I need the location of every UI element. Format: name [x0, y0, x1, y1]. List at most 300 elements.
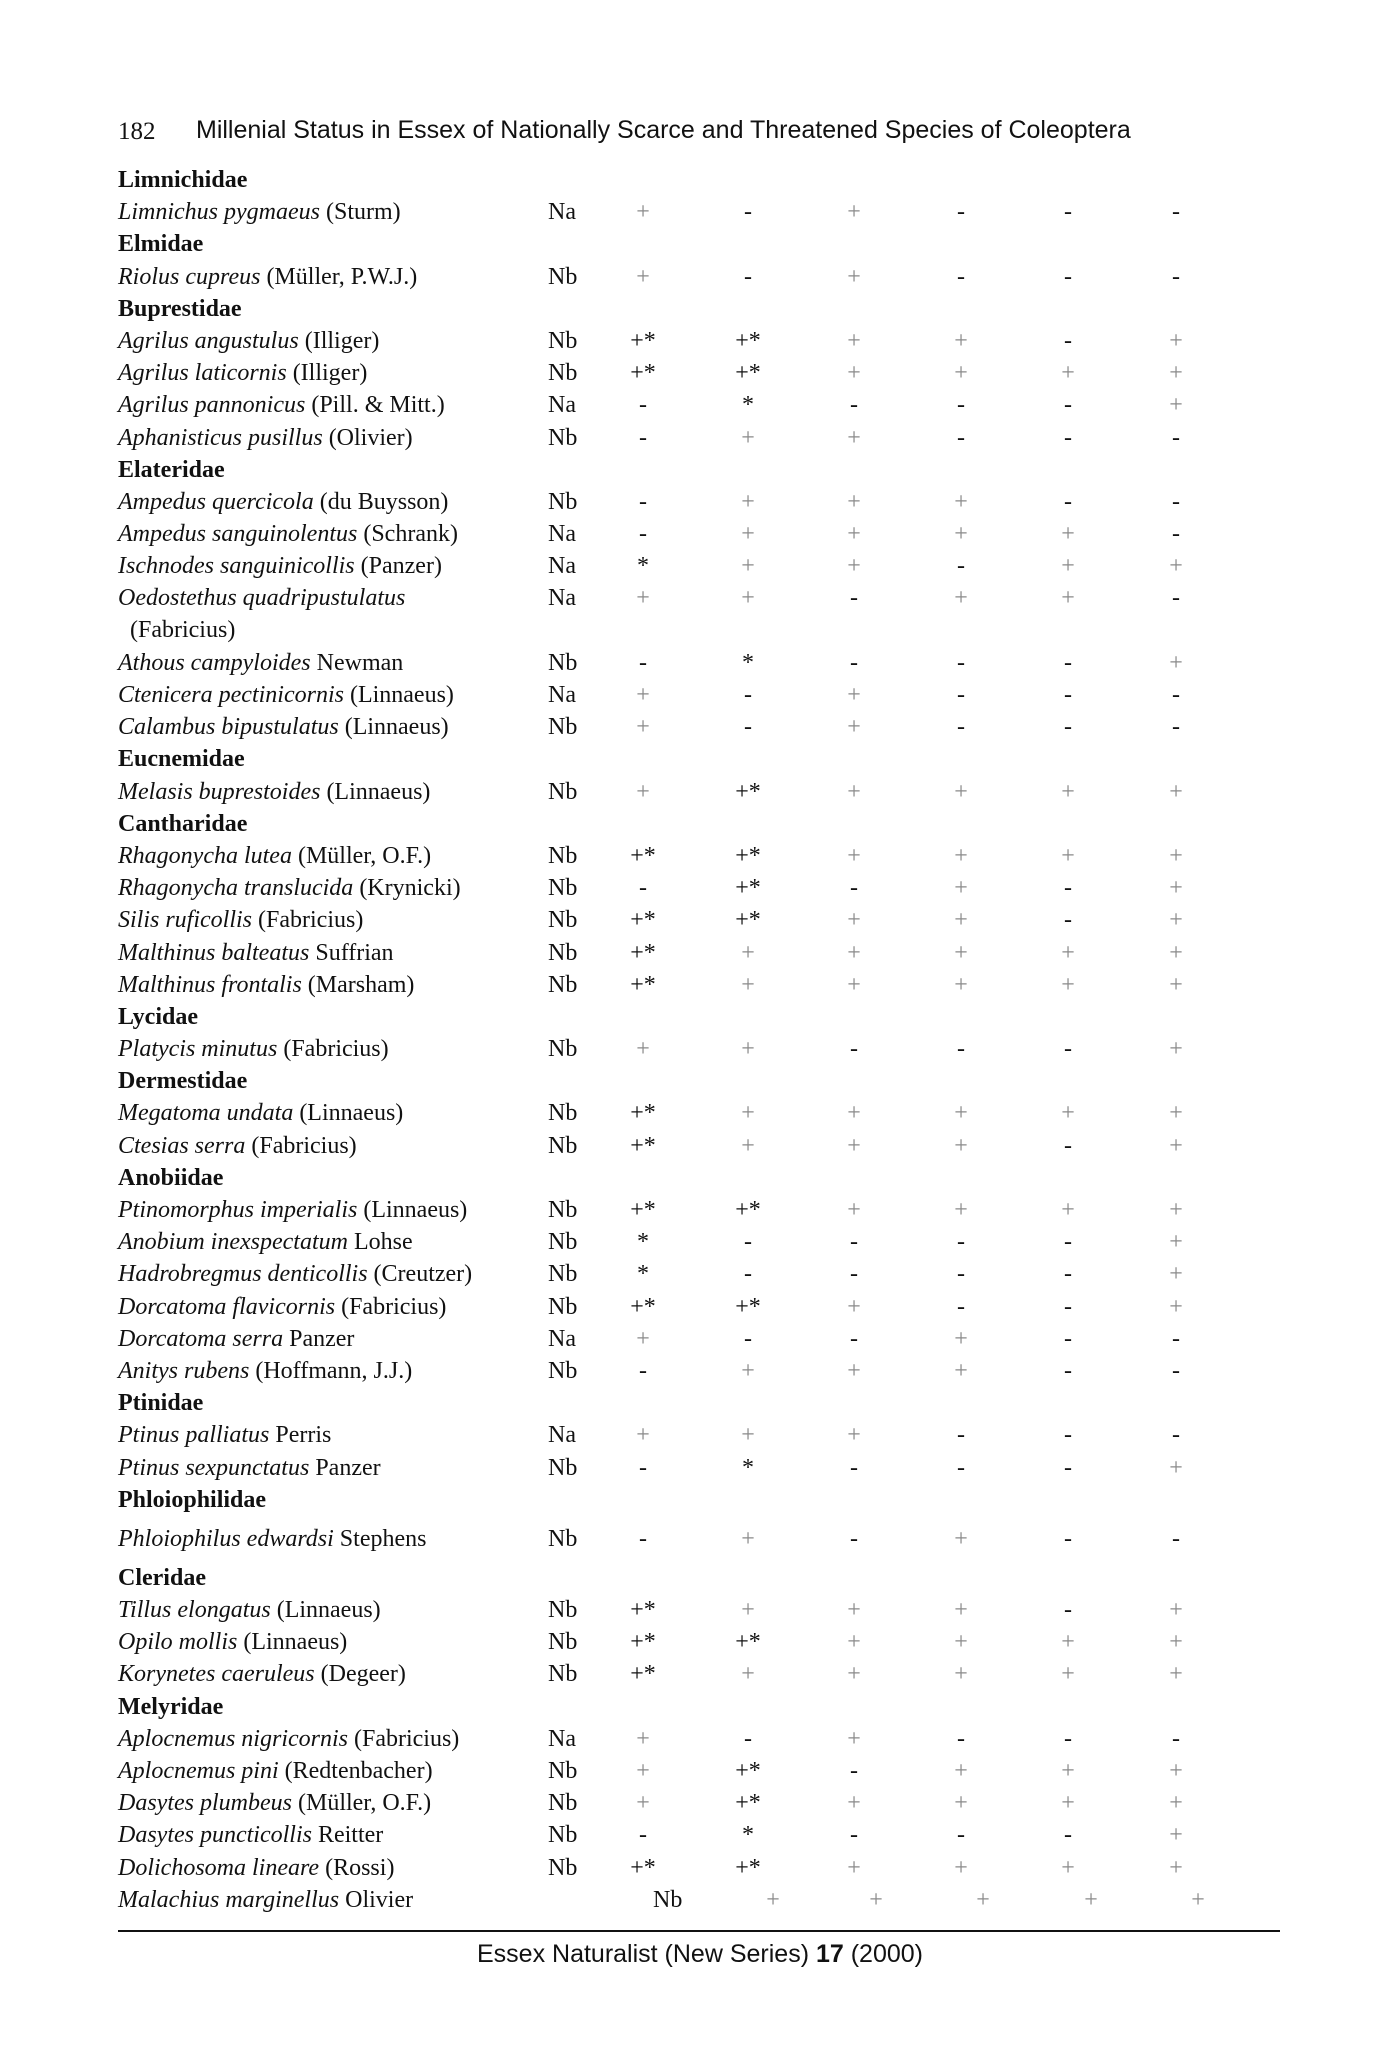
status-cell: Nb [548, 1229, 578, 1256]
record-cell: +* [630, 1293, 656, 1320]
species-name [118, 1852, 394, 1884]
record-cell: + [954, 842, 968, 869]
record-cell: + [954, 360, 968, 387]
binomial: Limnichus pygmaeus [118, 199, 320, 226]
species-author: (Krynicki) [359, 875, 461, 902]
status-cell: Nb [548, 1036, 578, 1063]
record-cell: +* [735, 778, 761, 805]
record-cell: +* [735, 1629, 761, 1656]
status-cell: Nb [548, 1454, 578, 1481]
record-cell: + [741, 939, 755, 966]
record-cell: * [637, 1261, 649, 1288]
family-heading [118, 1691, 1288, 1723]
status-cell: Nb [548, 778, 578, 805]
binomial: Ampedus quercicola [118, 488, 314, 515]
species-name [118, 1516, 426, 1562]
species-name [118, 1626, 347, 1658]
record-cell: + [847, 263, 861, 290]
species-name [118, 904, 363, 936]
species-row [118, 1626, 1288, 1658]
record-cell: - [744, 1325, 752, 1352]
record-cell: * [742, 1454, 754, 1481]
record-cell: +* [630, 1597, 656, 1624]
species-row [118, 679, 1288, 711]
record-cell: + [954, 1661, 968, 1688]
record-cell: - [1064, 1357, 1072, 1384]
record-cell: + [976, 1886, 990, 1913]
record-cell: - [1064, 714, 1072, 741]
species-name [118, 1819, 383, 1851]
record-cell: + [741, 1661, 755, 1688]
record-cell: + [1061, 1854, 1075, 1881]
record-cell: +* [735, 907, 761, 934]
species-row [118, 969, 1288, 1001]
species-name [118, 389, 445, 421]
species-row [118, 1194, 1288, 1226]
record-cell: - [1172, 521, 1180, 548]
running-title: Millenial Status in Essex of Nationally Scarce and Threatened Species of Coleoptera [196, 116, 1131, 144]
species-row [118, 1787, 1288, 1819]
record-cell: - [639, 875, 647, 902]
record-cell: + [1061, 971, 1075, 998]
record-cell: + [1061, 778, 1075, 805]
species-row [118, 1852, 1288, 1884]
record-cell: + [954, 1790, 968, 1817]
species-name [118, 647, 403, 679]
record-cell: + [847, 1197, 861, 1224]
binomial: Rhagonycha lutea [118, 842, 292, 869]
species-row [118, 1516, 1288, 1562]
record-cell: +* [630, 939, 656, 966]
record-cell: - [850, 875, 858, 902]
record-cell: - [1172, 1325, 1180, 1352]
binomial: Opilo mollis [118, 1629, 238, 1656]
record-cell: + [636, 1790, 650, 1817]
record-cell: + [1061, 553, 1075, 580]
record-cell: + [1169, 1661, 1183, 1688]
record-cell: +* [735, 1790, 761, 1817]
binomial: Anitys rubens [118, 1357, 250, 1384]
binomial: Dasytes puncticollis [118, 1822, 312, 1849]
record-cell: + [741, 1132, 755, 1159]
record-cell: - [957, 553, 965, 580]
record-cell: - [1172, 488, 1180, 515]
volume-number: 17 [815, 1940, 844, 1968]
species-name [118, 325, 379, 357]
species-author: (Fabricius) [258, 907, 364, 934]
species-author: Panzer [315, 1454, 381, 1481]
species-row [118, 550, 1288, 582]
record-cell: - [1064, 424, 1072, 451]
record-cell: - [1172, 263, 1180, 290]
record-cell: - [957, 1261, 965, 1288]
species-author: (Illiger) [292, 360, 368, 387]
record-cell: +* [630, 1197, 656, 1224]
record-cell: + [636, 682, 650, 709]
record-cell: + [741, 424, 755, 451]
species-name [118, 1723, 459, 1755]
record-cell: - [957, 1422, 965, 1449]
record-cell: - [957, 714, 965, 741]
publication-year: (2000) [850, 1940, 923, 1968]
species-author: (Fabricius) [283, 1036, 389, 1063]
journal-name: Essex Naturalist (New Series) [476, 1940, 810, 1968]
record-cell: - [1064, 649, 1072, 676]
record-cell: - [639, 1357, 647, 1384]
binomial: Dolichosoma lineare [118, 1854, 320, 1881]
family-heading [118, 1001, 1288, 1033]
species-author: (Fabricius) [341, 1293, 447, 1320]
family-name: Dermestidae [118, 1068, 248, 1095]
record-cell: + [1169, 842, 1183, 869]
record-cell: - [1172, 1357, 1180, 1384]
species-author: (Panzer) [360, 553, 442, 580]
record-cell: + [766, 1886, 780, 1913]
record-cell: - [1064, 875, 1072, 902]
binomial: Calambus bipustulatus [118, 714, 339, 741]
species-name [118, 1452, 381, 1484]
record-cell: + [1169, 1854, 1183, 1881]
binomial: Ptinus palliatus [118, 1422, 270, 1449]
record-cell: + [1061, 521, 1075, 548]
record-cell: + [1169, 1261, 1183, 1288]
record-cell: - [1172, 199, 1180, 226]
record-cell: + [741, 1100, 755, 1127]
binomial: Aplocnemus nigricornis [118, 1725, 348, 1752]
species-row [118, 1258, 1288, 1290]
species-author: (Hoffmann, J.J.) [255, 1357, 413, 1384]
status-cell: Nb [548, 1854, 578, 1881]
record-cell: + [741, 553, 755, 580]
record-cell: - [744, 682, 752, 709]
species-name [118, 1097, 403, 1129]
record-cell: - [1064, 1725, 1072, 1752]
record-cell: + [1169, 649, 1183, 676]
record-cell: - [1064, 1422, 1072, 1449]
record-cell: - [1172, 682, 1180, 709]
record-cell: - [850, 1525, 858, 1552]
record-cell: + [847, 1854, 861, 1881]
species-row [118, 1723, 1288, 1755]
record-cell: + [636, 263, 650, 290]
species-row [118, 1594, 1288, 1626]
species-name [118, 1594, 381, 1626]
record-cell: +* [630, 1854, 656, 1881]
species-name [118, 1194, 467, 1226]
species-row [118, 389, 1288, 421]
record-cell: - [639, 392, 647, 419]
family-name: Phloiophilidae [118, 1486, 267, 1513]
status-cell: Nb [548, 1597, 578, 1624]
species-name [118, 1258, 472, 1290]
binomial: Agrilus laticornis [118, 360, 287, 387]
record-cell: + [847, 1132, 861, 1159]
binomial: Melasis buprestoides [118, 778, 321, 805]
species-row [118, 647, 1288, 679]
species-author: Newman [316, 649, 404, 676]
record-cell: + [636, 585, 650, 612]
record-cell: + [869, 1886, 883, 1913]
species-author: Panzer [289, 1325, 355, 1352]
species-author: (Linnaeus) [326, 778, 431, 805]
binomial: Anobium inexspectatum [118, 1229, 348, 1256]
record-cell: + [954, 971, 968, 998]
record-cell: +* [735, 360, 761, 387]
binomial: Korynetes caeruleus [118, 1661, 315, 1688]
record-cell: + [1061, 1100, 1075, 1127]
record-cell: + [1191, 1886, 1205, 1913]
status-cell: Nb [548, 1197, 578, 1224]
status-cell: Nb [548, 1822, 578, 1849]
record-cell: - [1064, 327, 1072, 354]
status-cell: Nb [548, 1357, 578, 1384]
record-cell: + [954, 907, 968, 934]
family-heading [118, 1162, 1288, 1194]
record-cell: + [1169, 939, 1183, 966]
species-author: (Fabricius) [353, 1725, 460, 1752]
family-heading [118, 743, 1288, 775]
record-cell: + [636, 199, 650, 226]
record-cell: - [850, 1822, 858, 1849]
family-heading [118, 808, 1288, 840]
record-cell: - [744, 1229, 752, 1256]
record-cell: * [637, 553, 649, 580]
status-cell: Nb [548, 714, 578, 741]
footer-divider [118, 1930, 1280, 1932]
record-cell: - [850, 585, 858, 612]
record-cell: - [639, 521, 647, 548]
species-name [118, 1755, 433, 1787]
record-cell: - [1064, 1261, 1072, 1288]
species-row [118, 1097, 1288, 1129]
record-cell: + [1169, 1758, 1183, 1785]
binomial: Ctesias serra [118, 1132, 246, 1159]
species-name [118, 196, 401, 228]
record-cell: + [741, 1525, 755, 1552]
species-row [118, 1819, 1288, 1851]
status-cell: Nb [548, 875, 578, 902]
binomial: Platycis minutus [118, 1036, 278, 1063]
record-cell: + [1169, 1454, 1183, 1481]
binomial: Phloiophilus edwardsi [118, 1525, 334, 1552]
record-cell: - [1172, 585, 1180, 612]
record-cell: - [1172, 424, 1180, 451]
status-cell: Nb [548, 1261, 578, 1288]
record-cell: + [847, 199, 861, 226]
species-row [118, 937, 1288, 969]
family-heading [118, 164, 1288, 196]
species-author: (Fabricius) [130, 617, 236, 644]
species-name [118, 1355, 412, 1387]
record-cell: + [1084, 1886, 1098, 1913]
record-cell: +* [630, 907, 656, 934]
species-name [118, 1419, 331, 1451]
record-cell: + [1061, 1197, 1075, 1224]
family-heading [118, 293, 1288, 325]
record-cell: + [1169, 1229, 1183, 1256]
record-cell: + [847, 778, 861, 805]
record-cell: + [847, 327, 861, 354]
binomial: Ptinomorphus imperialis [118, 1197, 358, 1224]
family-name: Anobiidae [118, 1164, 224, 1191]
record-cell: - [850, 1261, 858, 1288]
status-cell: Na [548, 553, 576, 580]
record-cell: + [954, 1597, 968, 1624]
record-cell: + [847, 1357, 861, 1384]
family-name: Lycidae [118, 1003, 199, 1030]
record-cell: +* [630, 1629, 656, 1656]
species-name [118, 1884, 413, 1916]
species-row [118, 1884, 1288, 1916]
species-row [118, 1658, 1288, 1690]
species-row [118, 582, 1288, 646]
species-author: Suffrian [315, 939, 394, 966]
binomial: Athous campyloides [118, 649, 311, 676]
status-cell: Nb [548, 1629, 578, 1656]
status-cell: Nb [548, 360, 578, 387]
record-cell: - [957, 424, 965, 451]
binomial: Agrilus angustulus [118, 327, 299, 354]
species-author: (Müller, O.F.) [297, 842, 432, 869]
species-name [118, 1658, 406, 1690]
record-cell: +* [735, 875, 761, 902]
species-row [118, 1355, 1288, 1387]
species-author: (Degeer) [320, 1661, 406, 1688]
species-author: (Sturm) [325, 199, 401, 226]
species-row [118, 1755, 1288, 1787]
status-cell: Nb [548, 1758, 578, 1785]
record-cell: + [847, 521, 861, 548]
species-author: (Linnaeus) [344, 714, 449, 741]
status-cell: Nb [548, 842, 578, 869]
record-cell: + [636, 778, 650, 805]
record-cell: + [741, 585, 755, 612]
species-author: Reitter [317, 1822, 384, 1849]
record-cell: + [1169, 875, 1183, 902]
record-cell: + [1169, 778, 1183, 805]
record-cell: + [741, 971, 755, 998]
record-cell: + [847, 1790, 861, 1817]
status-cell: Na [548, 1725, 576, 1752]
record-cell: +* [630, 842, 656, 869]
binomial: Hadrobregmus denticollis [118, 1261, 368, 1288]
species-name [118, 1787, 431, 1819]
record-cell: - [850, 1325, 858, 1352]
record-cell: + [1169, 1293, 1183, 1320]
species-author: (Müller, P.W.J.) [266, 263, 418, 290]
record-cell: - [744, 199, 752, 226]
record-cell: + [1169, 1197, 1183, 1224]
species-row [118, 196, 1288, 228]
species-author: Stephens [339, 1525, 427, 1552]
family-name: Buprestidae [118, 295, 242, 322]
record-cell: - [850, 1758, 858, 1785]
species-row [118, 711, 1288, 743]
species-author: (Marsham) [307, 971, 415, 998]
record-cell: - [957, 1725, 965, 1752]
record-cell: + [741, 1036, 755, 1063]
species-row [118, 872, 1288, 904]
record-cell: + [847, 682, 861, 709]
record-cell: + [1061, 1758, 1075, 1785]
record-cell: * [637, 1229, 649, 1256]
record-cell: - [1172, 1725, 1180, 1752]
family-heading [118, 1484, 1288, 1516]
species-author: (Linnaeus) [276, 1597, 381, 1624]
species-author: (Pill. & Mitt.) [311, 392, 445, 419]
record-cell: + [847, 424, 861, 451]
status-cell: Na [548, 1422, 576, 1449]
binomial: Ptinus sexpunctatus [118, 1454, 310, 1481]
species-row [118, 1130, 1288, 1162]
record-cell: + [636, 714, 650, 741]
species-name [118, 518, 458, 550]
species-author: (Linnaeus) [243, 1629, 348, 1656]
binomial: Ctenicera pectinicornis [118, 682, 344, 709]
species-name [118, 872, 461, 904]
record-cell: * [742, 1822, 754, 1849]
binomial: Malthinus balteatus [118, 939, 310, 966]
record-cell: + [741, 488, 755, 515]
status-cell: Na [548, 682, 576, 709]
record-cell: - [639, 1822, 647, 1849]
record-cell: - [744, 714, 752, 741]
species-name [118, 1033, 389, 1065]
binomial: Megatoma undata [118, 1100, 294, 1127]
record-cell: - [957, 1454, 965, 1481]
record-cell: + [636, 1325, 650, 1352]
record-cell: + [1169, 1597, 1183, 1624]
status-cell: Nb [548, 939, 578, 966]
species-row [118, 904, 1288, 936]
binomial: Tillus elongatus [118, 1597, 271, 1624]
species-name [118, 840, 431, 872]
record-cell: + [1169, 327, 1183, 354]
family-name: Limnichidae [118, 167, 248, 193]
binomial: Oedostethus quadripustulatus [118, 585, 406, 612]
record-cell: + [847, 939, 861, 966]
record-cell: - [1064, 1822, 1072, 1849]
record-cell: + [636, 1036, 650, 1063]
record-cell: + [847, 360, 861, 387]
record-cell: - [850, 1454, 858, 1481]
record-cell: - [850, 649, 858, 676]
record-cell: + [741, 521, 755, 548]
record-cell: +* [630, 971, 656, 998]
species-name [118, 969, 414, 1001]
record-cell: - [957, 199, 965, 226]
record-cell: - [639, 1525, 647, 1552]
record-cell: + [1169, 907, 1183, 934]
status-cell: Nb [548, 1790, 578, 1817]
binomial: Aphanisticus pusillus [118, 424, 323, 451]
record-cell: + [1061, 585, 1075, 612]
status-cell: Nb [548, 1525, 578, 1552]
binomial: Aplocnemus pini [118, 1758, 279, 1785]
record-cell: + [954, 1525, 968, 1552]
binomial: Dasytes plumbeus [118, 1790, 292, 1817]
record-cell: + [954, 585, 968, 612]
species-name [118, 550, 442, 582]
record-cell: - [1172, 1422, 1180, 1449]
record-cell: - [957, 263, 965, 290]
species-author: (Linnaeus) [363, 1197, 468, 1224]
record-cell: - [957, 1822, 965, 1849]
record-cell: - [1064, 199, 1072, 226]
record-cell: - [1064, 1454, 1072, 1481]
status-cell: Nb [548, 327, 578, 354]
record-cell: + [954, 1132, 968, 1159]
